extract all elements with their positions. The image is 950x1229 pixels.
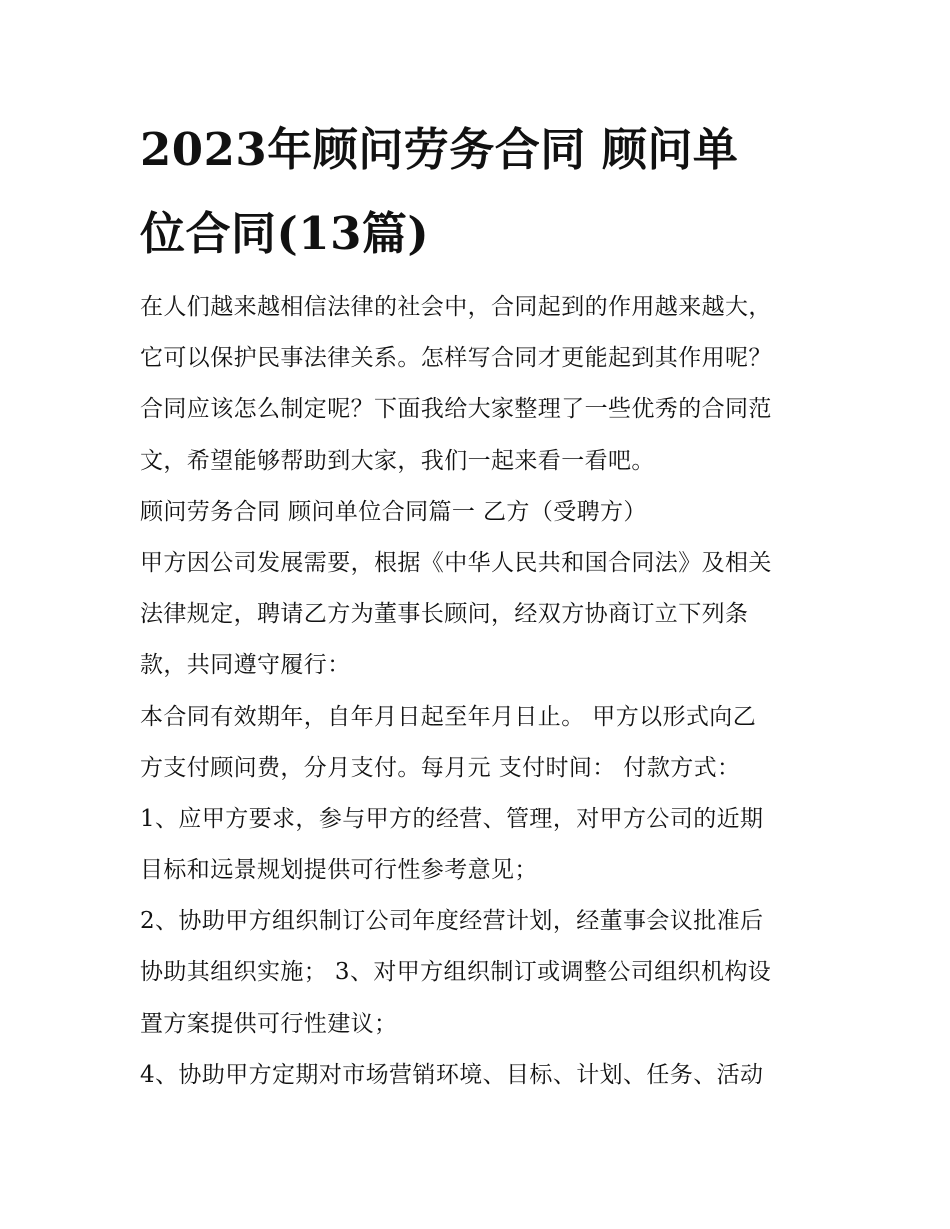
- body-line: 甲方因公司发展需要，根据《中华人民共和国合同法》及相关: [140, 549, 772, 576]
- body-line: 它可以保护民事法律关系。怎样写合同才更能起到其作用呢？: [140, 345, 772, 372]
- body-line: 文，希望能够帮助到大家，我们一起来看一看吧。: [140, 447, 655, 474]
- title-line-2: 位合同(13篇): [140, 207, 430, 260]
- clause-line: 置方案提供可行性建议；: [140, 1010, 398, 1037]
- body-line: 方支付顾问费，分月支付。每月元 支付时间： 付款方式：: [140, 754, 741, 781]
- body-line: 款，共同遵守履行：: [140, 652, 351, 679]
- body-line: 法律规定，聘请乙方为董事长顾问，经双方协商订立下列条: [140, 601, 749, 628]
- body-line: 在人们越来越相信法律的社会中，合同起到的作用越来越大，: [140, 294, 772, 320]
- title-line-1: 2023年顾问劳务合同 顾问单: [140, 123, 739, 176]
- body-line: 本合同有效期年，自年月日起至年月日止。 甲方以形式向乙: [140, 703, 757, 730]
- clause-line: 协助其组织实施； 3、对甲方组织制订或调整公司组织机构设: [140, 959, 772, 986]
- body-line: 合同应该怎么制定呢？下面我给大家整理了一些优秀的合同范: [140, 396, 772, 423]
- clause-line: 1、应甲方要求，参与甲方的经营、管理，对甲方公司的近期: [140, 805, 764, 832]
- clause-line: 2、协助甲方组织制订公司年度经营计划，经董事会议批准后: [140, 908, 764, 935]
- clause-line: 4、协助甲方定期对市场营销环境、目标、计划、任务、活动: [140, 1061, 764, 1088]
- section-heading: 顾问劳务合同 顾问单位合同篇一 乙方（受聘方）: [140, 498, 647, 525]
- clause-line: 目标和远景规划提供可行性参考意见；: [140, 857, 538, 884]
- document-body: [140, 282, 830, 1101]
- document-title: [140, 108, 820, 276]
